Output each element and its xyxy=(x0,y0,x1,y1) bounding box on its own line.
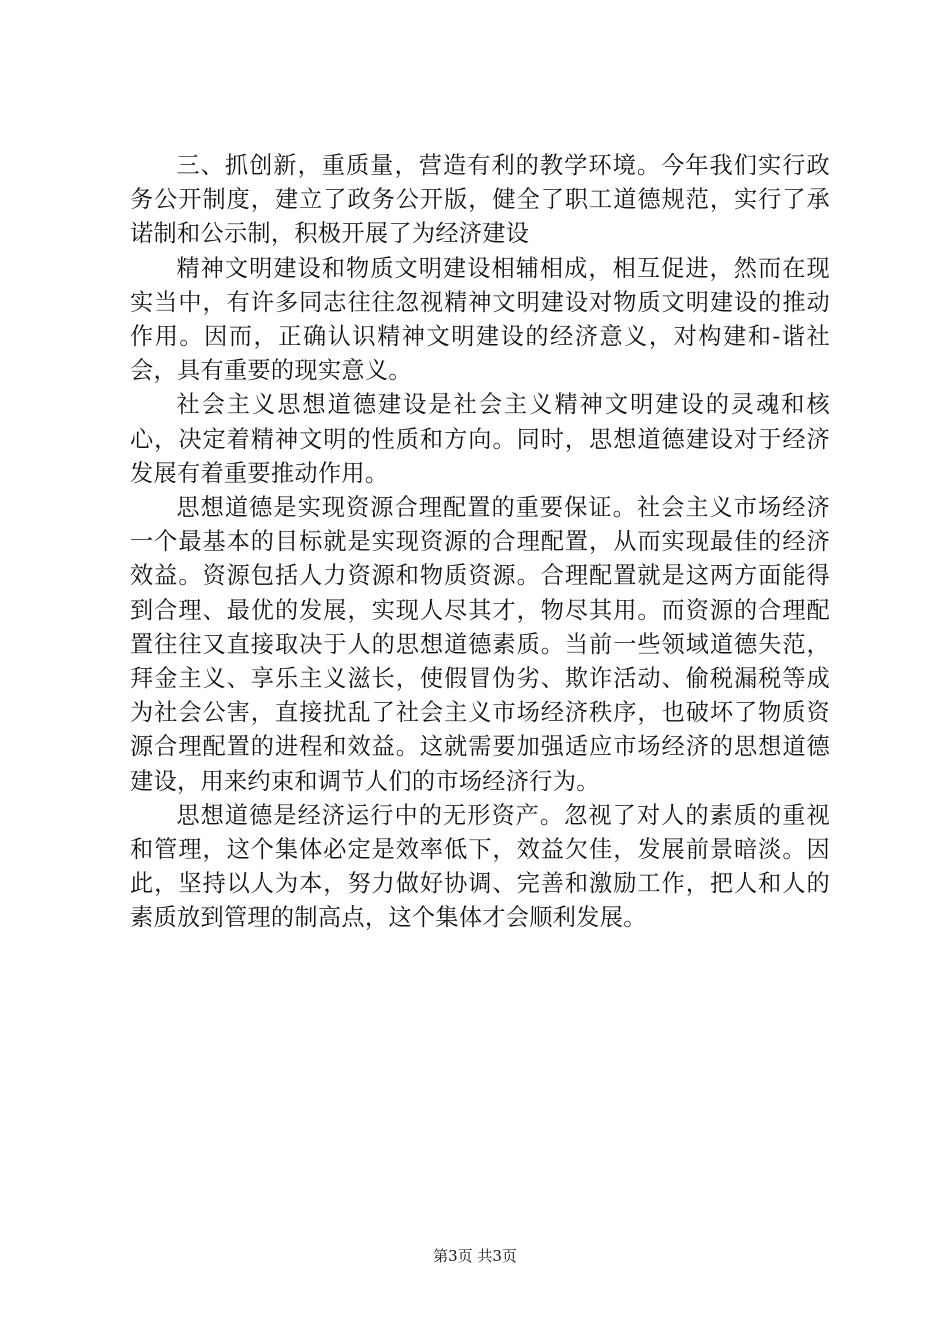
paragraph: 精神文明建设和物质文明建设相辅相成，相互促进，然而在现实当中，有许多同志往往忽视精神文明建设对物质文明建设的推动作用。因而，正确认识精神文明建设的经济意义，对构建和-谐社会，具有重要的现实意义。 xyxy=(130,254,830,385)
page-number-footer: 第3页 共3页 xyxy=(433,1247,517,1265)
paragraph: 思想道德是经济运行中的无形资产。忽视了对人的素质的重视和管理，这个集体必定是效率低下，效益欠佳，发展前景暗淡。因此，坚持以人为本，努力做好协调、完善和激励工作，把人和人的素质放到管理的制高点，这个集体才会顺利发展。 xyxy=(130,801,830,932)
paragraph: 三、抓创新，重质量，营造有利的教学环境。今年我们实行政务公开制度，建立了政务公开版，健全了职工道德规范，实行了承诺制和公示制，积极开展了为经济建设 xyxy=(130,152,830,248)
document-body xyxy=(130,149,830,936)
paragraph: 思想道德是实现资源合理配置的重要保证。社会主义市场经济一个最基本的目标就是实现资源的合理配置，从而实现最佳的经济效益。资源包括人力资源和物质资源。合理配置就是这两方面能得到合理、最优的发展，实现人尽其才，物尽其用。而资源的合理配置往往又直接取决于人的思想道德素质。当前一些领域道德失范，拜金主义、享乐主义滋长，使假冒伪劣、欺诈活动、偷税漏税等成为社会公害，直接扰乱了社会主义市场经济秩序，也破坏了物质资源合理配置的进程和效益。这就需要加强适应市场经济的思想道德建设，用来约束和调节人们的市场经济行为。 xyxy=(130,494,830,795)
paragraph: 社会主义思想道德建设是社会主义精神文明建设的灵魂和核心，决定着精神文明的性质和方向。同时，思想道德建设对于经济发展有着重要推动作用。 xyxy=(130,391,830,487)
